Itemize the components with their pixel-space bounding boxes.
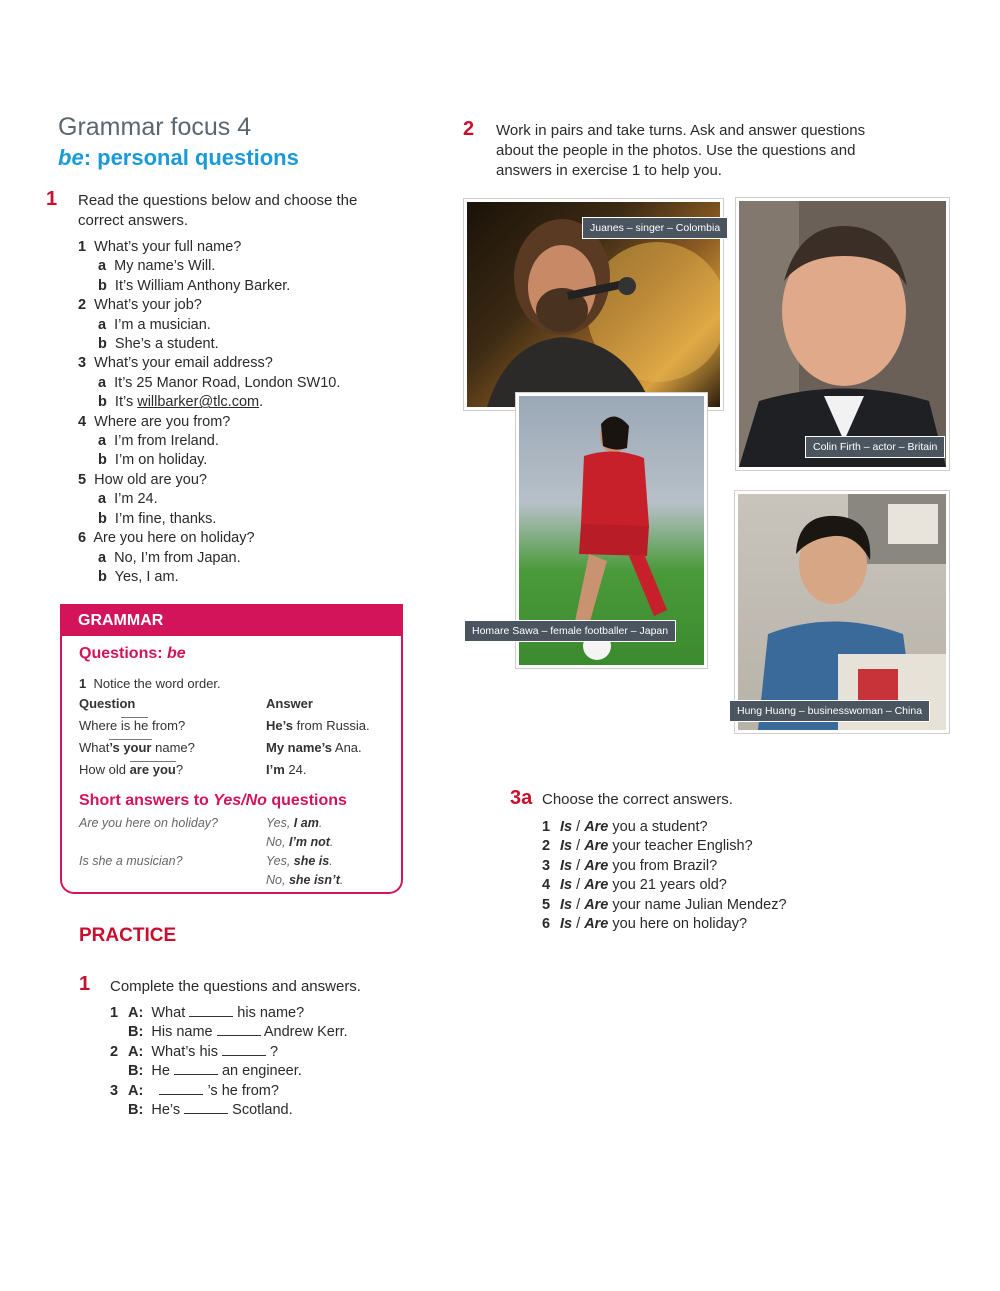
- exercise-2-instruction: Work in pairs and take turns. Ask and answer questions about the people in the photos. Use the questions and answers in exercise 1 to help you.: [496, 122, 866, 179]
- photo-colin: [736, 198, 949, 470]
- grammar-answer-row: I’m 24.: [266, 762, 307, 777]
- grammar-answer-row: He’s from Russia.: [266, 718, 370, 733]
- subtitle-be: be: [58, 145, 84, 170]
- choice-are[interactable]: Are: [584, 916, 609, 933]
- option-b[interactable]: b I’m fine, thanks.: [98, 510, 217, 527]
- grammar-section-short-answers: Short answers to Yes/No questions: [79, 792, 347, 809]
- choice-is[interactable]: Is: [560, 838, 573, 855]
- option-text: I’m from Ireland.: [114, 433, 219, 450]
- question-item: [78, 354, 340, 373]
- option-text: My name’s Will.: [114, 258, 216, 275]
- blank-field[interactable]: [222, 1043, 266, 1056]
- option-text: She’s a student.: [114, 336, 219, 353]
- short-answer: No, I’m not.: [266, 835, 334, 849]
- question-number: 3: [78, 355, 87, 372]
- actor-image: [739, 201, 946, 467]
- choice-is[interactable]: Is: [560, 857, 573, 874]
- option-b[interactable]: b It’s William Anthony Barker.: [98, 277, 291, 294]
- grammar-question-row: What’s your name?: [79, 740, 195, 755]
- option-text: It’s William Anthony Barker.: [114, 277, 291, 294]
- short-questions: [79, 814, 218, 871]
- option-a[interactable]: a It’s 25 Manor Road, London SW10.: [98, 374, 341, 391]
- question-number: 5: [78, 471, 87, 488]
- option-text: No, I’m from Japan.: [114, 549, 241, 566]
- choice-are[interactable]: Are: [584, 896, 609, 913]
- question-text: How old are you?: [94, 471, 207, 488]
- option-text: Yes, I am.: [114, 568, 179, 585]
- practice-line: B: He’s Scotland.: [128, 1102, 293, 1119]
- choice-is[interactable]: Is: [560, 896, 573, 913]
- column-question-header: Question: [79, 696, 136, 711]
- option-b[interactable]: b I’m on holiday.: [98, 452, 208, 469]
- grammar-answers: [266, 715, 370, 781]
- businesswoman-image: [738, 494, 946, 730]
- email-link[interactable]: willbarker@tlc.com: [137, 394, 260, 411]
- practice-title: PRACTICE: [79, 925, 177, 946]
- choice-item: 4 Is / Are you 21 years old?: [542, 877, 727, 894]
- blank-field[interactable]: [174, 1062, 218, 1075]
- blank-field[interactable]: [189, 1004, 233, 1017]
- practice-instruction: Complete the questions and answers.: [110, 978, 361, 995]
- option-text: I’m a musician.: [114, 316, 211, 333]
- question-item: [78, 238, 340, 257]
- exercise-1-instruction: Read the questions below and choose the correct answers.: [78, 192, 358, 229]
- caption-homare: Homare Sawa – female footballer – Japan: [464, 620, 676, 642]
- choice-item: 2 Is / Are your teacher English?: [542, 838, 753, 855]
- question-item: [78, 413, 340, 432]
- practice-line: B: He an engineer.: [128, 1063, 302, 1080]
- question-text: What’s your job?: [94, 297, 202, 314]
- subtitle-rest: : personal questions: [83, 145, 299, 170]
- short-question: Are you here on holiday?: [79, 816, 218, 830]
- question-item: [78, 471, 340, 490]
- column-answer-header: Answer: [266, 696, 313, 711]
- short-answer: Yes, she is.: [266, 854, 333, 868]
- question-item: [78, 529, 340, 548]
- blank-field[interactable]: [159, 1082, 203, 1095]
- question-number: 1: [78, 239, 87, 255]
- short-answers: [266, 814, 343, 890]
- option-a[interactable]: a No, I’m from Japan.: [98, 549, 241, 566]
- option-text: I’m fine, thanks.: [114, 510, 217, 527]
- choice-item: 6 Is / Are you here on holiday?: [542, 916, 748, 933]
- exercise-1-list: [78, 238, 340, 587]
- page-title: Grammar focus 4: [58, 113, 252, 141]
- grammar-header: GRAMMAR: [60, 604, 403, 636]
- question-item: [78, 296, 340, 315]
- question-number: 6: [78, 530, 87, 547]
- option-text: It’s: [114, 394, 138, 411]
- option-text: It’s 25 Manor Road, London SW10.: [114, 374, 341, 391]
- practice-line: 3 A: ’s he from?: [110, 1082, 279, 1099]
- exercise-3a-number: 3a: [510, 787, 533, 809]
- question-number: 4: [78, 413, 87, 430]
- short-question: Is she a musician?: [79, 854, 183, 868]
- option-a[interactable]: a My name’s Will.: [98, 258, 216, 275]
- grammar-questions: [79, 715, 195, 781]
- choice-is[interactable]: Is: [560, 916, 573, 933]
- practice-list: [110, 1004, 348, 1120]
- option-text: I’m 24.: [114, 491, 158, 508]
- caption-juanes: Juanes – singer – Colombia: [582, 217, 728, 239]
- short-answer: No, she isn’t.: [266, 873, 344, 887]
- exercise-3a-list: [542, 818, 787, 934]
- option-b[interactable]: b Yes, I am.: [98, 568, 179, 585]
- exercise-2-number: 2: [463, 118, 475, 140]
- option-text: I’m on holiday.: [114, 452, 208, 469]
- choice-item: 5 Is / Are your name Julian Mendez?: [542, 896, 787, 913]
- choice-is[interactable]: Is: [560, 819, 573, 835]
- choice-are[interactable]: Are: [584, 877, 609, 894]
- grammar-section-questions: Questions: be: [79, 645, 186, 662]
- grammar-question-row: Where is he from?: [79, 718, 186, 733]
- option-a[interactable]: a I’m 24.: [98, 491, 158, 508]
- caption-hung: Hung Huang – businesswoman – China: [729, 700, 930, 722]
- blank-field[interactable]: [217, 1023, 261, 1036]
- option-a[interactable]: a I’m from Ireland.: [98, 433, 219, 450]
- choice-item: 1 Is / Are you a student?: [542, 819, 708, 835]
- exercise-3a-instruction: Choose the correct answers.: [542, 791, 733, 808]
- choice-are[interactable]: Are: [584, 857, 609, 874]
- practice-line: 2 A: What’s his ?: [110, 1043, 279, 1060]
- question-number: 2: [78, 297, 87, 314]
- grammar-answer-row: My name’s Ana.: [266, 740, 362, 755]
- option-b[interactable]: b She’s a student.: [98, 336, 219, 353]
- choice-are[interactable]: Are: [584, 819, 609, 835]
- grammar-note: 1 Notice the word order.: [79, 676, 221, 691]
- short-answer: Yes, I am.: [266, 816, 323, 830]
- page-subtitle: [58, 145, 299, 171]
- choice-item: 3 Is / Are you from Brazil?: [542, 857, 718, 874]
- practice-line: B: His name Andrew Kerr.: [128, 1024, 348, 1041]
- caption-colin: Colin Firth – actor – Britain: [805, 436, 945, 458]
- question-text: What’s your email address?: [94, 355, 273, 372]
- practice-number: 1: [79, 973, 91, 995]
- grammar-question-row: How old are you?: [79, 762, 184, 777]
- option-b[interactable]: b It’s willbarker@tlc.com.: [98, 394, 264, 411]
- choice-are[interactable]: Are: [584, 838, 609, 855]
- option-a[interactable]: a I’m a musician.: [98, 316, 211, 333]
- exercise-1-number: 1: [46, 188, 58, 210]
- question-text: What’s your full name?: [94, 239, 242, 255]
- question-text: Are you here on holiday?: [93, 530, 255, 547]
- question-text: Where are you from?: [94, 413, 231, 430]
- blank-field[interactable]: [184, 1101, 228, 1114]
- choice-is[interactable]: Is: [560, 877, 573, 894]
- photo-hung: [735, 491, 949, 733]
- practice-line: 1 A: What his name?: [110, 1005, 305, 1021]
